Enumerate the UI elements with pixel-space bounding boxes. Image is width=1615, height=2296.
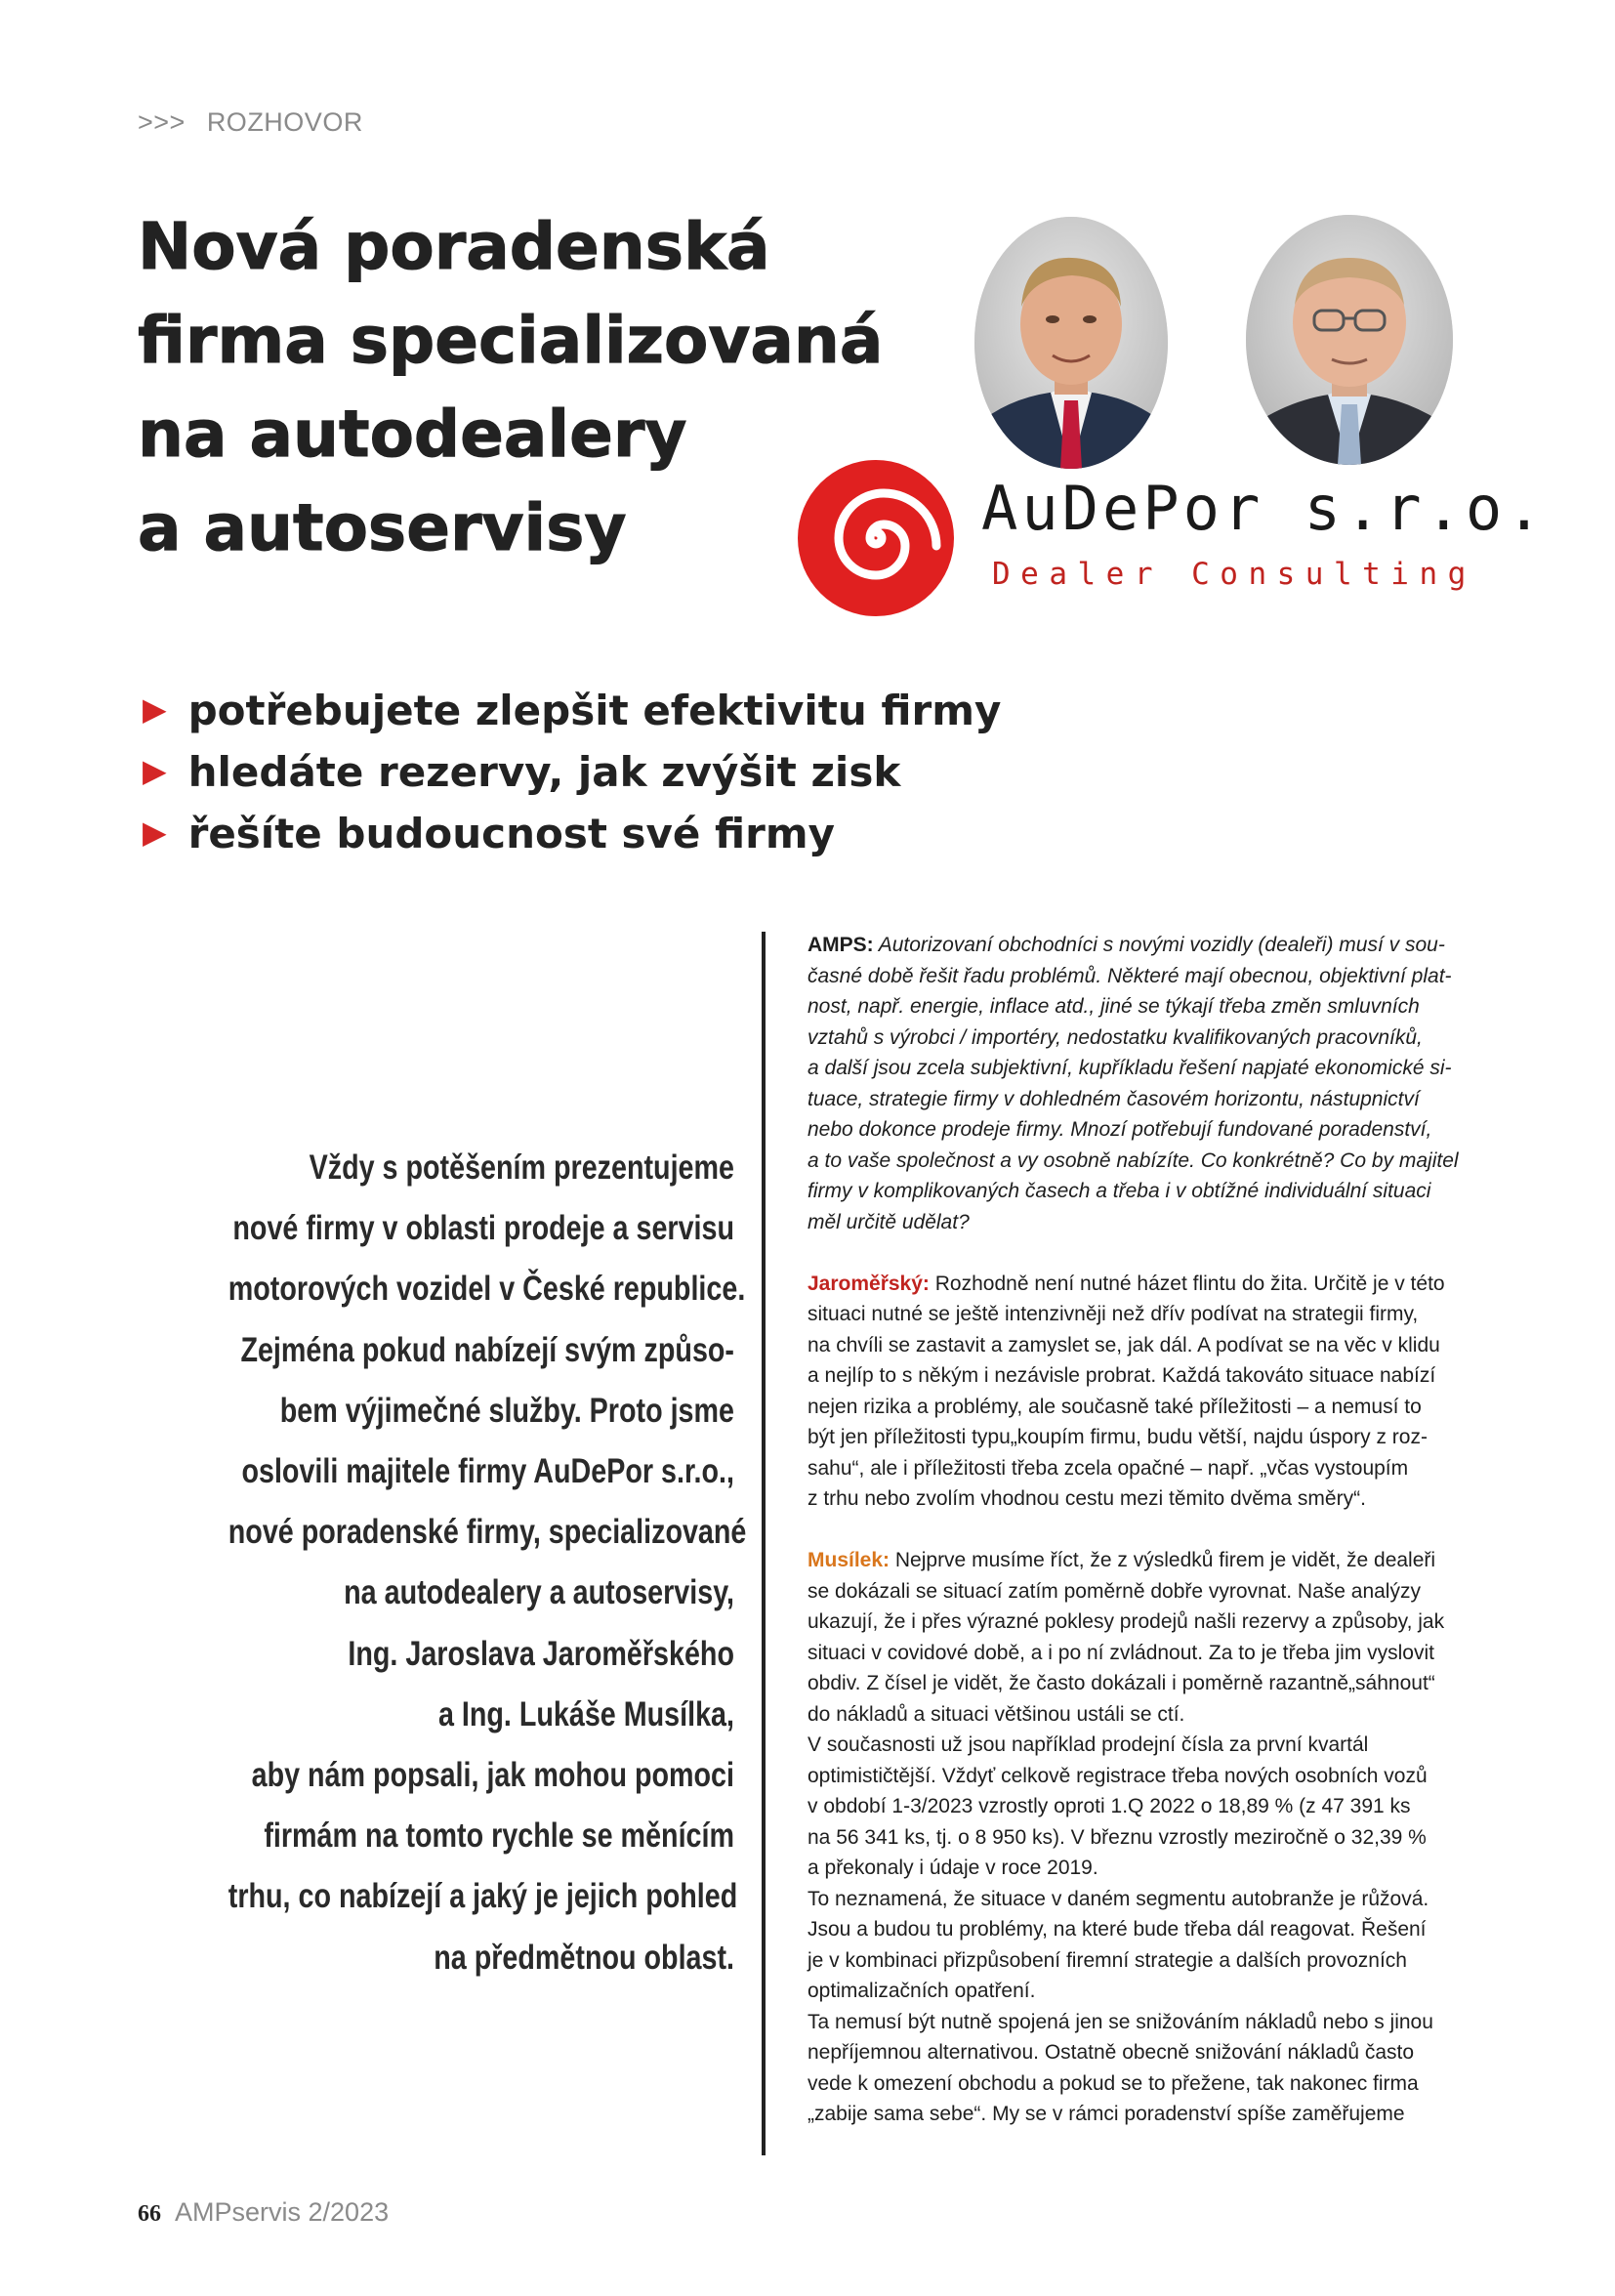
text-line: vede k omezení obchodu a pokud se to přežene, tak nakonec firma [808,2071,1419,2095]
company-tagline: Dealer Consulting [992,557,1476,592]
text-line: je v kombinaci přizpůsobení firemní strategie a dalších provozních [808,1948,1407,1972]
intro-line: aby nám popsali, jak mohou pomoci [251,1756,734,1795]
text-line: do nákladů a situaci většinou ustáli se ctí. [808,1702,1185,1726]
text-line: situaci nutné se ještě intenzivněji než dřív podívat na strategii firmy, [808,1303,1419,1325]
text-line: obdiv. Z čísel je vidět, že často dokázali i poměrně razantně„sáhnout“ [808,1672,1435,1694]
intro-line: Ing. Jaroslava Jaroměřského [348,1634,734,1673]
speaker-label: AMPS: [808,934,874,956]
benefit-item [143,741,1001,803]
benefit-text: hledáte rezervy, jak zvýšit zisk [187,748,901,796]
intro-line: nové firmy v oblasti prodeje a servisu [232,1209,734,1248]
portrait-musilek [1246,215,1453,465]
triangle-bullet-icon: ▶ [143,752,167,789]
intro-line: na předmětnou oblast. [434,1938,734,1977]
answer-jaromersky [808,1269,1484,1515]
answer-musilek [808,1545,1484,2130]
text-line: AMPS: Autorizovaní obchodníci s novými vozidly (dealeři) musí v sou- [808,934,1445,956]
text-line: a nejlíp to s někým i nezávisle probrat. Každá takováto situace nabízí [808,1364,1436,1387]
text-line: nepříjemnou alternativou. Ostatně obecně snižování nákladů často [808,2041,1415,2064]
text-line: V současnosti už jsou například prodejní čísla za první kvartál [808,1733,1369,1756]
magazine-issue: AMPservis 2/2023 [175,2197,390,2227]
text-line: To neznamená, že situace v daném segmentu autobranže je růžová. [808,1887,1429,1910]
section-label [138,107,363,138]
intro-line: motorových vozidel v České republice. [228,1270,746,1309]
page-footer [138,2197,389,2228]
text-line: firmy v komplikovaných časech a třeba i v obtížné individuální situaci [808,1180,1431,1202]
text-line: a to vaše společnost a vy osobně nabízíte. Co konkrétně? Co by majitel [808,1148,1459,1172]
question-amps [808,930,1484,1237]
text-line: se dokázali se situací zatím poměrně dobře vyrovnat. Naše analýzy [808,1579,1421,1603]
text-line: nost, např. energie, inflace atd., jiné se týkají třeba změn smluvních [808,995,1420,1018]
text-line: situaci v covidové době, a i po ní zvládnout. Za to je třeba jim vyslovit [808,1641,1434,1664]
text-line: časné době řešit řadu problémů. Některé mají obecnou, objektivní plat- [808,964,1452,987]
text-line: měl určitě udělat? [808,1210,970,1233]
spiral-logo-icon [797,459,955,617]
intro-line: bem výjimečné služby. Proto jsme [279,1391,734,1430]
text-line: vztahů s výrobci / importéry, nedostatku kvalifikovaných pracovníků, [808,1025,1423,1049]
text-line: a překonaly i údaje v roce 2019. [808,1857,1098,1879]
text-line: „zabije sama sebe“. My se v rámci poradenství spíše zaměřujeme [808,2103,1405,2125]
company-name: AuDePor s.r.o. [981,473,1547,544]
section-name: ROZHOVOR [206,107,363,137]
section-arrows: >>> [138,107,186,137]
benefit-item [143,680,1001,741]
text-line: na chvíli se zastavit a zamyslet se, jak dál. A podívat se na věc v klidu [808,1333,1440,1357]
text-line: ukazují, že i přes výrazné poklesy prodejů našli rezervy a způsoby, jak [808,1610,1445,1633]
text-line: optimalizačních opatření. [808,1980,1036,2002]
headline-line: Nová poradenská [138,209,770,284]
text-line: Jsou a budou tu problémy, na které bude třeba dál reagovat. Řešení [808,1918,1427,1941]
benefit-text: potřebujete zlepšit efektivitu firmy [187,687,1002,734]
intro-line: trhu, co nabízejí a jaký je jejich pohled [228,1877,738,1916]
headline-line: firma specializovaná [138,303,884,378]
text-line: Jaroměřský: Rozhodně není nutné házet flintu do žita. Určitě je v této [808,1272,1445,1295]
page-number: 66 [138,2201,161,2227]
text-line: nebo dokonce prodeje firmy. Mnozí potřebují fundované poradenství, [808,1118,1432,1141]
intro-line: Vždy s potěšením prezentujeme [309,1148,734,1187]
text-line: sahu“, ale i příležitosti třeba zcela opačné – např. „včas vystoupím [808,1456,1409,1480]
headline-line: a autoservisy [138,490,627,565]
intro-paragraph [228,1138,747,1988]
portrait-jaromersky [974,217,1168,469]
text-line: z trhu nebo zvolím vhodnou cestu mezi těmito dvěma směry“. [808,1487,1366,1510]
benefit-item [143,803,1001,864]
text-line: na 56 341 ks, tj. o 8 950 ks). V březnu vzrostly meziročně o 32,39 % [808,1825,1427,1849]
text-line: a další jsou zcela subjektivní, kupříkladu řešení napjaté ekonomické si- [808,1057,1452,1079]
intro-line: oslovili majitele firmy AuDePor s.r.o., [241,1452,734,1491]
text-line: nejen rizika a problémy, ale současně také příležitosti – a nemusí to [808,1395,1422,1418]
intro-line: a Ing. Lukáše Musílka, [437,1694,734,1733]
text-line: tuace, strategie firmy v dohledném časovém horizontu, nástupnictví [808,1087,1420,1110]
intro-line: Zejména pokud nabízejí svým způso- [240,1330,734,1369]
text-line: Musílek: Nejprve musíme říct, že z výsledků firem je vidět, že dealeři [808,1549,1436,1571]
benefit-text: řešíte budoucnost své firmy [187,810,835,857]
intro-line: na autodealery a autoservisy, [344,1573,734,1612]
speaker-label: Jaroměřský: [808,1272,930,1295]
text-line: být jen příležitosti typu„koupím firmu, budu větší, najdu úspory z roz- [808,1426,1428,1448]
headline-line: na autodealery [138,397,687,472]
text-line: Ta nemusí být nutně spojená jen se snižováním nákladů nebo s jinou [808,2010,1433,2033]
text-line: optimističtější. Vždyť celkově registrace třeba nových osobních vozů [808,1764,1428,1787]
column-divider [762,932,766,2155]
triangle-bullet-icon: ▶ [143,690,167,728]
intro-line: nové poradenské firmy, specializované [228,1513,747,1552]
intro-line: firmám na tomto rychle se měnícím [264,1816,734,1856]
triangle-bullet-icon: ▶ [143,814,167,851]
speaker-label: Musílek: [808,1549,890,1571]
benefit-list [143,680,1001,864]
text-line: v období 1-3/2023 vzrostly oproti 1.Q 2022 o 18,89 % (z 47 391 ks [808,1795,1411,1817]
interview-text [808,930,1484,2130]
